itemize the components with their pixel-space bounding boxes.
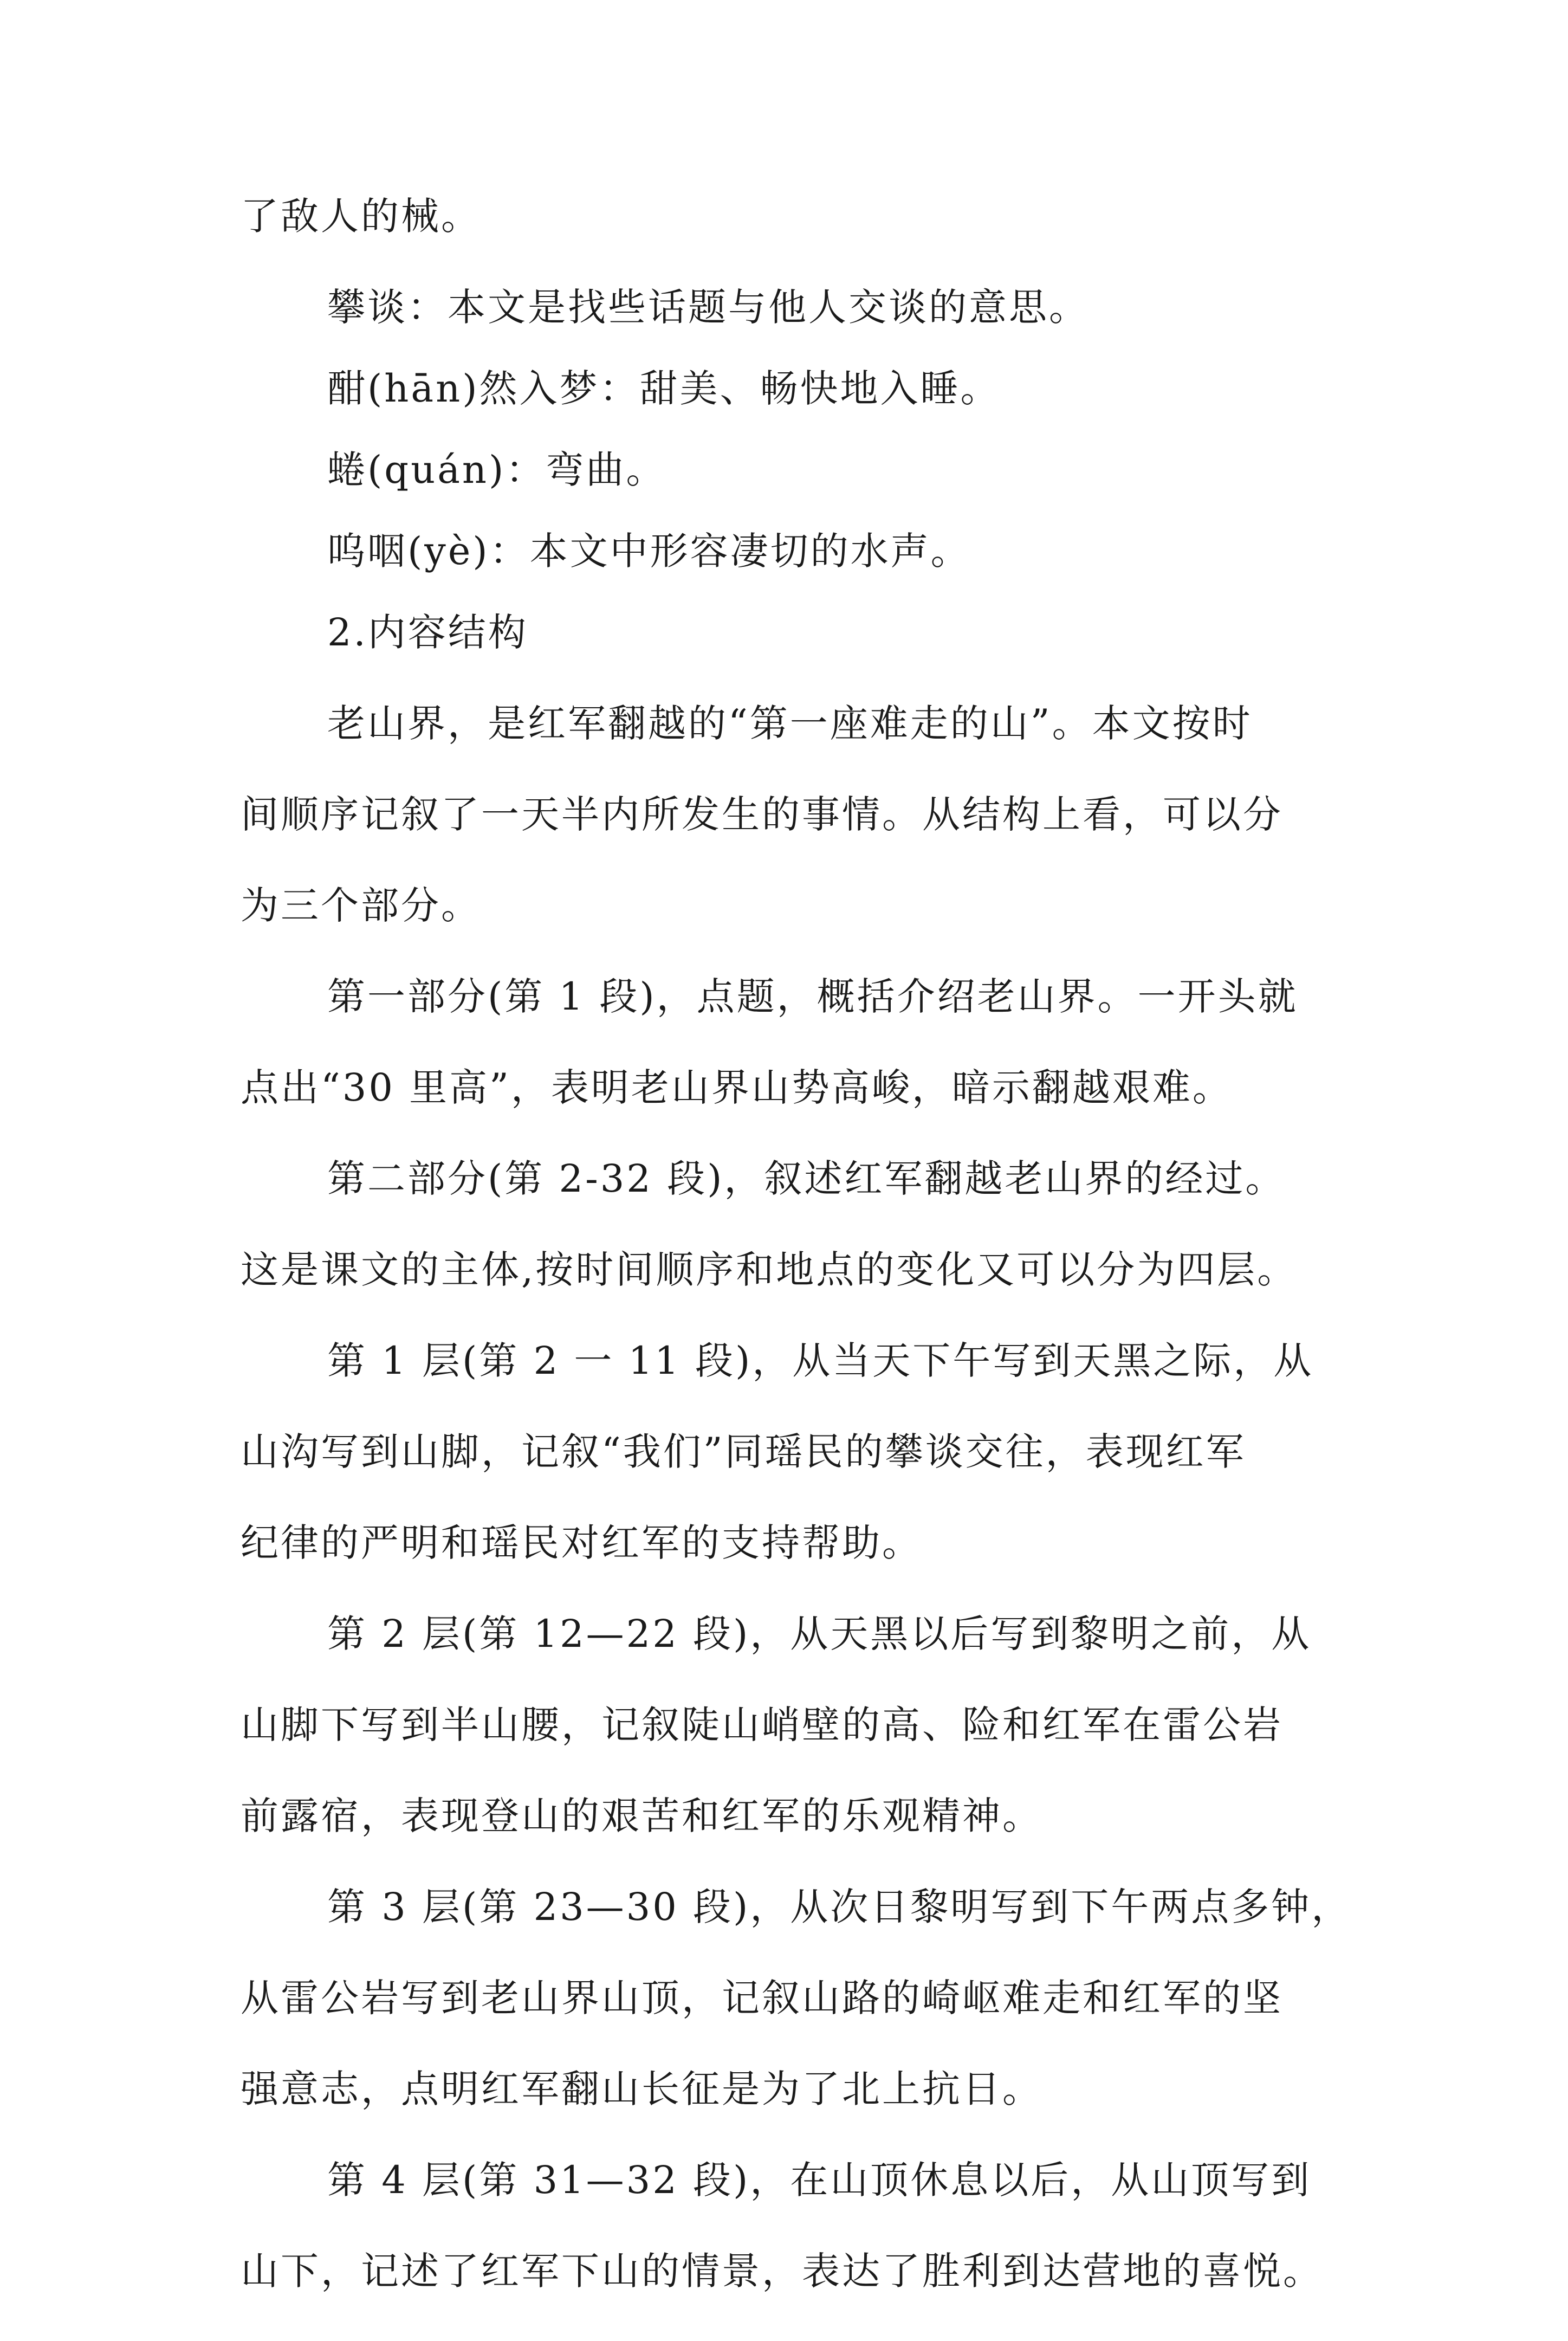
text-line: 山脚下写到半山腰，记叙陡山峭壁的高、险和红军在雷公岩 [241,1703,1283,1747]
text-line: 前露宿，表现登山的艰苦和红军的乐观精神。 [241,1794,1042,1838]
text-line: 了敌人的械。 [241,194,481,238]
text-line: 这是课文的主体,按时间顺序和地点的变化又可以分为四层。 [241,1247,1298,1292]
text-line: 酣(hān)然入梦：甜美、畅快地入睡。 [327,366,1001,411]
text-line: 为三个部分。 [241,883,481,928]
text-line: 呜咽(yè)：本文中形容凄切的水声。 [327,529,971,573]
text-line: 第 3 层(第 23—30 段)，从次日黎明写到下午两点多钟， [327,1885,1352,1929]
text-line: 攀谈：本文是找些话题与他人交谈的意思。 [327,285,1089,329]
text-line: 间顺序记叙了一天半内所发生的事情。从结构上看，可以分 [241,792,1283,837]
text-line: 山下，记述了红军下山的情景，表达了胜利到达营地的喜悦。 [241,2249,1323,2293]
section-heading: 2.内容结构 [327,610,528,655]
text-line: 第二部分(第 2-32 段)，叙述红军翻越老山界的经过。 [327,1156,1286,1201]
text-line: 第 1 层(第 2 一 11 段)，从当天下午写到天黑之际，从 [327,1338,1314,1383]
text-line: 点出“30 里高”，表明老山界山势高峻，暗示翻越艰难。 [241,1065,1233,1110]
text-line: 强意志，点明红军翻山长征是为了北上抗日。 [241,2067,1042,2111]
document-body [241,194,1352,2341]
text-line: 第 4 层(第 31—32 段)，在山顶休息以后，从山顶写到 [327,2158,1312,2202]
text-line: 第一部分(第 1 段)，点题，概括介绍老山界。一开头就 [327,974,1298,1019]
text-line: 第 2 层(第 12—22 段)，从天黑以后写到黎明之前，从 [327,1612,1312,1656]
text-line: 从雷公岩写到老山界山顶，记叙山路的崎岖难走和红军的坚 [241,1976,1283,2020]
text-line: 山沟写到山脚，记叙“我们”同瑶民的攀谈交往，表现红军 [241,1430,1246,1474]
text-line: 老山界，是红军翻越的“第一座难走的山”。本文按时 [327,701,1253,746]
text-line: 纪律的严明和瑶民对红军的支持帮助。 [241,1521,922,1565]
text-line: 蜷(quán)：弯曲。 [327,448,666,492]
